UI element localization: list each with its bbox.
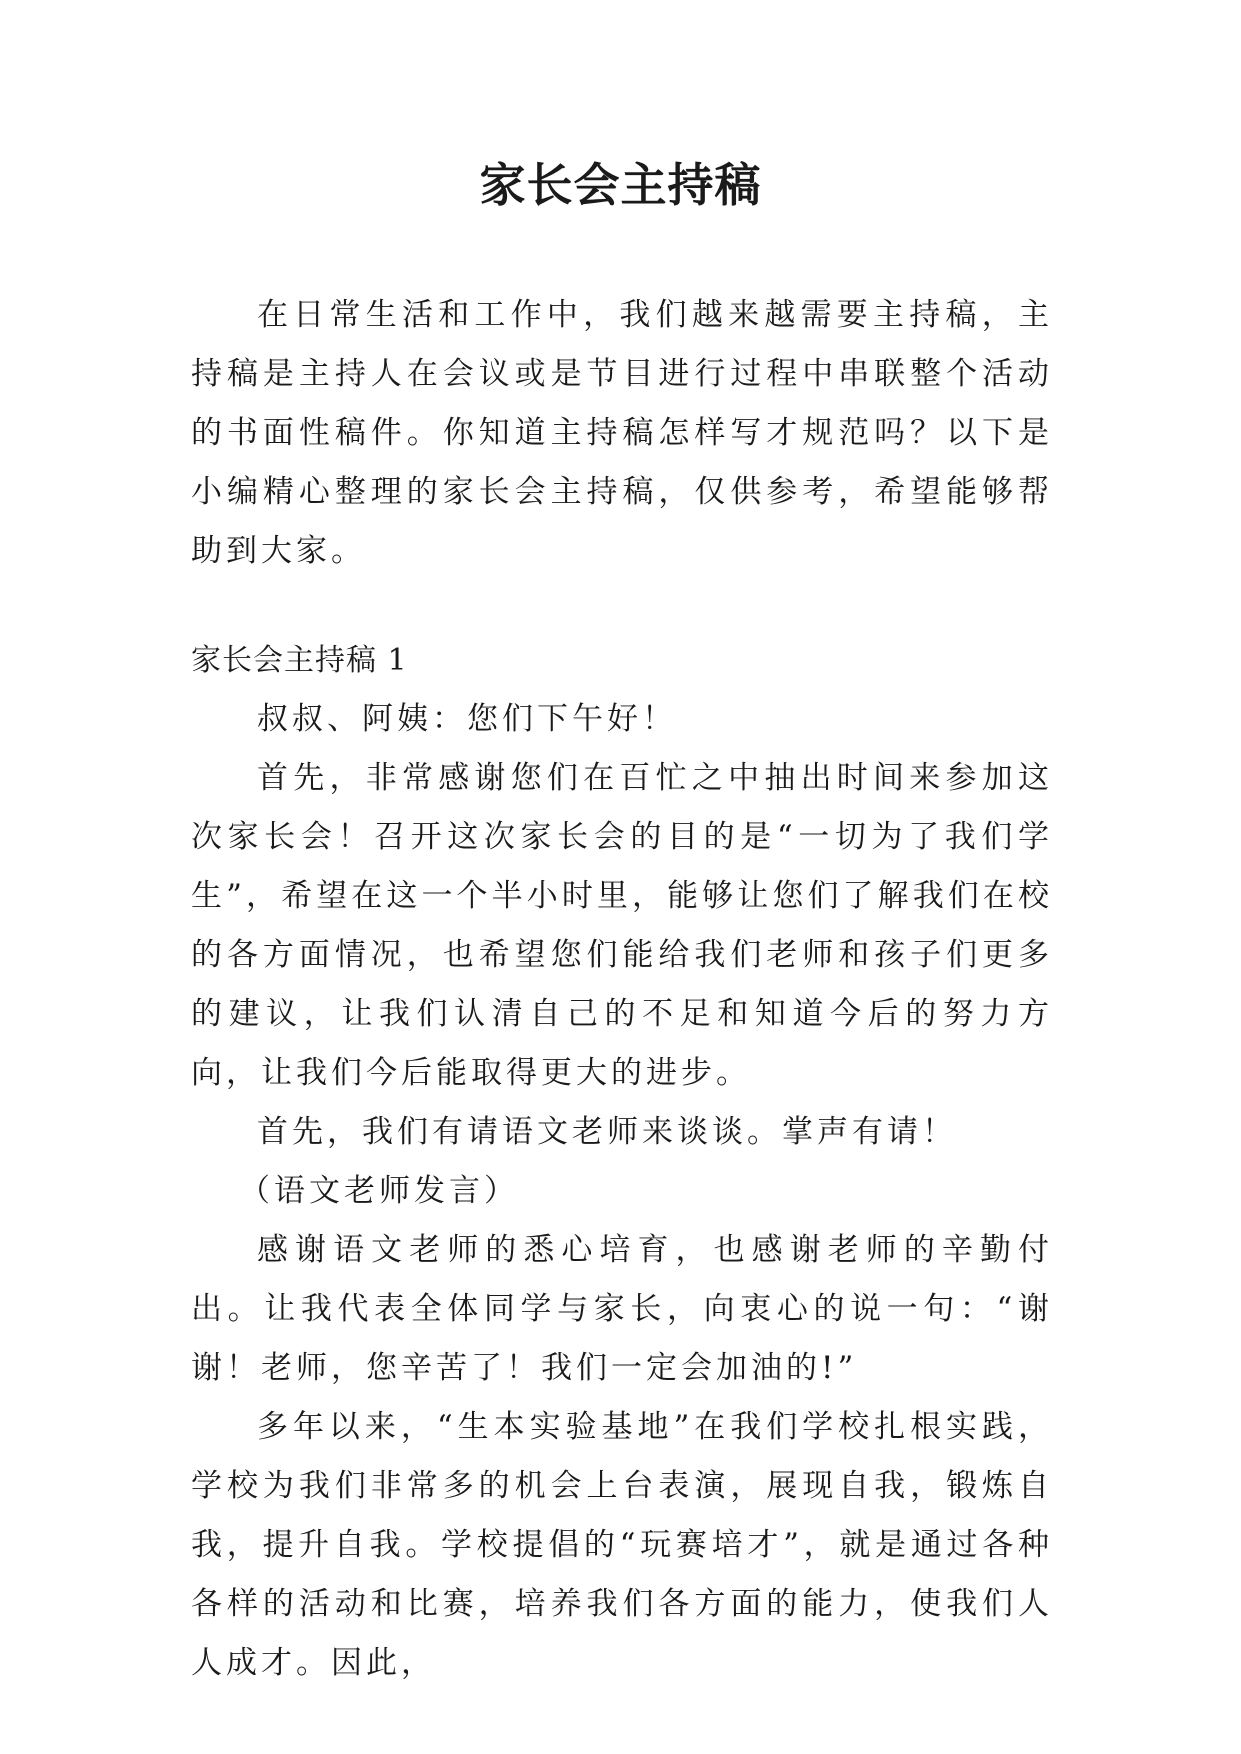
body-paragraph: 多年以来，“生本实验基地”在我们学校扎根实践，学校为我们非常多的机会上台表演，展现自我，锻炼自我，提升自我。学校提倡的“玩赛培才”，就是通过各种各样的活动和比赛，培养我们各方面的能力，使我们人人成才。因此， <box>191 1409 1053 1681</box>
section-heading: 家长会主持稿 1 <box>191 643 408 678</box>
body-paragraph: 感谢语文老师的悉心培育，也感谢老师的辛勤付出。让我代表全体同学与家长，向衷心的说一句：“谢谢！老师，您辛苦了！我们一定会加油的!” <box>191 1232 1053 1386</box>
body-paragraph: 首先，非常感谢您们在百忙之中抽出时间来参加这次家长会！召开这次家长会的目的是“一切为了我们学生”，希望在这一个半小时里，能够让您们了解我们在校的各方面情况，也希望您们能给我们老师和孩子们更多的建议，让我们认清自己的不足和知道今后的努力方向，让我们今后能取得更大的进步。 <box>191 760 1053 1091</box>
document-body <box>191 286 1053 1693</box>
document-title: 家长会主持稿 <box>479 158 762 212</box>
greeting-paragraph: 叔叔、阿姨：您们下午好！ <box>257 701 677 737</box>
intro-paragraph: 在日常生活和工作中，我们越来越需要主持稿，主持稿是主持人在会议或是节目进行过程中串联整个活动的书面性稿件。你知道主持稿怎样写才规范吗？以下是小编精心整理的家长会主持稿，仅供参考，希望能够帮助到大家。 <box>191 297 1053 569</box>
body-paragraph: 首先，我们有请语文老师来谈谈。掌声有请！ <box>257 1114 957 1150</box>
stage-direction: （语文老师发言） <box>239 1173 519 1209</box>
